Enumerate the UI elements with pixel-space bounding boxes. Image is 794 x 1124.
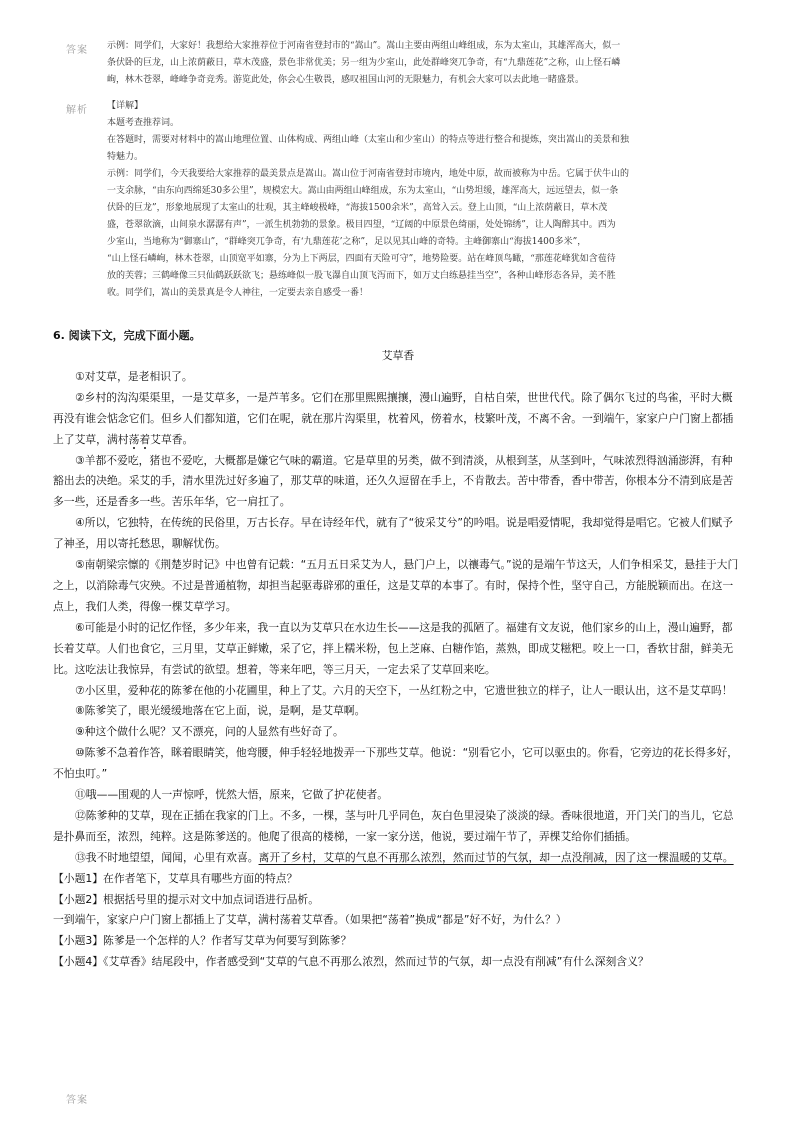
- analysis-line: 放的芙蓉；三鹤峰像三只仙鹤跃跃欲飞；悬练峰似一股飞瀑自山顶飞泻而下，如万丈白练悬挂当空”，各种山峰形态各异，美不胜: [107, 271, 616, 281]
- sub-question: 【小题1】在作者笔下，艾草具有哪些方面的特点？: [53, 871, 298, 885]
- answer-line: 条伏卧的巨龙，山上浓荫蔽日，草木茂盛，景色非常优美；另一组为少室山，此处群峰突兀争奇，有“九鼎莲花”之称，山上怪石嶙: [107, 58, 621, 68]
- essay-paragraph: ⑫陈爹种的艾草，现在正插在我家的门上。不多，一棵，茎与叶几乎同色，灰白色里浸染了淡淡的绿。香味很地道，开门关门的当儿，它总是扑鼻而至，浓烈，纯粹。这是陈爹送的。他爬了很高的楼梯，一家一家分送，他说，要过端午节了，弄棵艾给你们插插。: [53, 808, 734, 843]
- essay-paragraph: ⑧陈爹笑了，眼光缓缓地落在它上面，说，是啊，是艾草啊。: [75, 704, 366, 718]
- question-title: 6. 阅读下文，完成下面小题。: [53, 329, 201, 342]
- essay-paragraph: ⑦小区里，爱种花的陈爹在他的小花圃里，种上了艾。六月的天空下，一丛红粉之中，它遗世独立的样子，让人一眼认出，这不是艾草吗！: [75, 683, 733, 697]
- answer-line: 峋，林木苍翠，峰峰争奇竞秀。游览此处，你会心生敬畏，感叹祖国山河的无限魅力，有机会大家可以去此地一睹盛景。: [107, 75, 585, 85]
- analysis-line: “山上怪石嶙峋，林木苍翠，山顶宽平如寨，分为上下两层，四面有天险可守”，地势险要。站在峰顶鸟瞰，“那莲花峰犹如含苞待: [107, 254, 616, 264]
- footer-answer-label: 答案: [66, 1095, 88, 1106]
- analysis-body: [107, 98, 733, 302]
- answer-label: 答案: [66, 45, 88, 56]
- sub-questions: [53, 869, 743, 974]
- analysis-line: 特魅力。: [107, 152, 144, 162]
- essay-paragraph: ⑩陈爹不急着作答，眯着眼睛笑，他弯腰，伸手轻轻地拨弄一下那些艾草。他说：“别看它小，它可以驱虫的。你看，它旁边的花长得多好，不怕虫叮。”: [53, 746, 739, 781]
- essay-title: 艾草香: [381, 349, 415, 362]
- analysis-line: 在答题时，需要对材料中的嵩山地理位置、山体构成、两组山峰（太室山和少室山）的特点等进行整合和提炼，突出嵩山的美景和独: [107, 135, 630, 145]
- analysis-line: 一支余脉，“由东向西绵延30多公里”，规模宏大。嵩山由两组山峰组成，东为太室山，“山势坦缓，雄浑高大，远远望去，似一条: [107, 186, 619, 196]
- essay-paragraph: ④所以，它独特，在传统的民俗里，万古长存。早在诗经年代，就有了“彼采艾兮”的吟唱。说是唱爱情呢，我却觉得是唱它。它被人们赋予了神圣，用以寄托愁思，聊解忧伤。: [53, 516, 733, 551]
- sub-question: 一到端午，家家户户门窗上都插上了艾草，满村荡着艾草香。（如果把“荡着”换成“都是”好不好，为什么？）: [53, 913, 567, 927]
- analysis-label: 解析: [66, 105, 88, 116]
- emphasis-dot-char: 荡: [128, 432, 140, 446]
- essay-paragraph: ⑤南朝梁宗懔的《荆楚岁时记》中也曾有记载：“五月五日采艾为人，悬门户上，以禳毒气。”说的是端午节这天，人们争相采艾，悬挂于大门之上，以消除毒气灾殃。不过是普通植物，却担当起驱毒辟邪的重任，这是艾草的本事了。有时，保持个性，坚守自己，方能脱颖而出。在这一点上，我们人类，得像一棵艾草学习。: [53, 558, 739, 613]
- analysis-line: 本题考查推荐词。: [107, 118, 180, 128]
- essay-paragraph: ②乡村的沟沟渠渠里，一是艾草多，一是芦苇多。它们在那里熙熙攘攘，漫山遍野，自枯自荣，世世代代。除了偶尔飞过的鸟雀，平时大概再没有谁会惦念它们。但乡人们都知道，它们在呢，就在那片沟渠里，枕着风，傍着水，枝繁叶茂，不离不舍。一到端午，家家户户门窗上都插上了艾草，满村荡着艾草香。: [53, 390, 734, 446]
- emphasis-dot-char: 着: [139, 432, 151, 446]
- analysis-line: 【详解】: [107, 101, 144, 111]
- sub-question: 【小题3】陈爹是一个怎样的人？作者写艾草为何要写到陈爹？: [53, 934, 352, 948]
- question-block: [53, 325, 743, 973]
- essay-paragraph-13: [53, 848, 743, 869]
- answer-line: 示例：同学们，大家好！我想给大家推荐位于河南省登封市的“嵩山”。嵩山主要由两组山峰组成，东为太室山，其雄浑高大，似一: [107, 41, 621, 51]
- essay-paragraph-13-text: ⑬我不时地望望，闻闻，心里有欢喜。: [75, 850, 259, 864]
- analysis-line: 示例：同学们，今天我要给大家推荐的最美景点是嵩山。嵩山位于河南省登封市境内，地处中原，故而被称为中岳。它属于伏牛山的: [107, 169, 630, 179]
- essay-paragraph: ⑥可能是小时的记忆作怪，多少年来，我一直以为艾草只在水边生长——这是我的孤陋了。福建有文友说，他们家乡的山上，漫山遍野，都长着艾草。人们也食它，三月里，艾草正鲜嫩，采了它，拌上糯米粉，包上芝麻、白糖作馅，蒸熟，即成艾糍粑。咬上一口，香软甘甜，鲜美无比。这吃法让我惊异，有尝试的欲望。想着，等来年吧，等三月天，一定去采了艾草回来吃。: [53, 620, 734, 676]
- analysis-line: 盛，苍翠欲滴，山间泉水潺潺有声”，一派生机勃勃的景象。极目四望，“辽阔的中原景色绮丽，处处锦绣”，让人陶醉其中。西为: [107, 220, 616, 230]
- sub-question: 【小题2】根据括号里的提示对文中加点词语进行品析。: [53, 892, 319, 906]
- essay-paragraph: ⑪哦——围观的人一声惊呼，恍然大悟，原来，它做了护花使者。: [75, 788, 389, 802]
- underlined-sentence: 离开了乡村，艾草的气息不再那么浓烈，然而过节的气氛，却一点没削减，因了这一棵温暖的艾草。: [258, 850, 734, 864]
- analysis-line: 少室山，当地称为“御寨山”，“群峰突兀争奇，有‘九鼎莲花’之称”，足以见其山峰的奇特。主峰御寨山“海拔1400多米”，: [107, 237, 587, 247]
- essay-paragraph: ①对艾草，是老相识了。: [75, 369, 193, 383]
- analysis-line: 收。同学们，嵩山的美景真是令人神往，一定要去亲自感受一番！: [107, 288, 369, 298]
- answer-body: [107, 38, 733, 89]
- essay-body: [53, 367, 743, 848]
- essay-paragraph: ③羊都不爱吃，猪也不爱吃，大概都是嫌它气味的霸道。它是草里的另类，做不到清淡，从根到茎，从茎到叶，气味浓烈得汹涌澎湃，有种豁出去的决绝。采艾的手，清水里洗过好多遍了，那艾草的味道，还久久逗留在手上，不肯散去。苦中带香，香中带苦，你根本分不清到底是苦多一些，还是香多一些。苦乐年华，它一肩扛了。: [53, 453, 734, 509]
- analysis-line: 伏卧的巨龙”，形象地展现了太室山的壮观，其主峰峻极峰，“海拔1500余米”，高耸入云。登上山顶，“山上浓荫蔽日，草木茂: [107, 203, 608, 213]
- essay-paragraph: ⑨种这个做什么呢？又不漂亮，问的人显然有些好奇了。: [75, 725, 344, 739]
- sub-question: 【小题4】《艾草香》结尾段中，作者感受到“艾草的气息不再那么浓烈，然而过节的气氛，却一点没有削减”有什么深刻含义？: [53, 955, 649, 969]
